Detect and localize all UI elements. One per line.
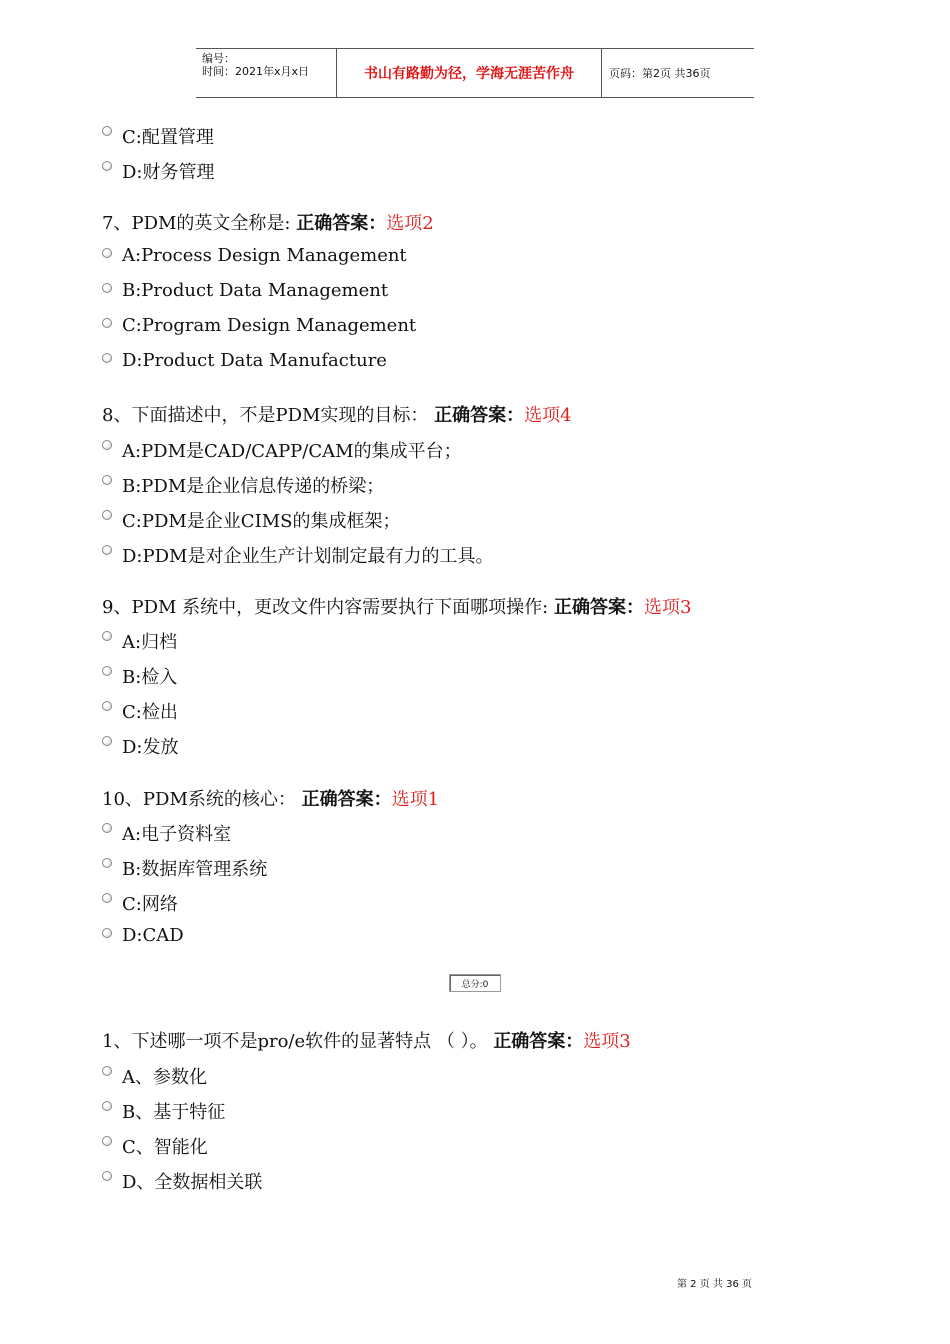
- radio-icon[interactable]: [102, 1171, 112, 1181]
- option-label: B:检入: [122, 667, 178, 688]
- option-label: D:发放: [122, 737, 179, 758]
- question-stem: 1、下述哪一项不是pro/e软件的显著特点 （ ）。: [102, 1031, 488, 1052]
- answer-label: 正确答案：: [301, 789, 392, 810]
- radio-icon[interactable]: [102, 701, 112, 711]
- option-label: D:财务管理: [122, 162, 215, 183]
- time-label: 时间：2021年x月x日: [202, 65, 310, 78]
- question-1-option[interactable]: [102, 1098, 225, 1124]
- question-9-option[interactable]: [102, 663, 177, 689]
- option-label: A、参数化: [122, 1067, 207, 1088]
- question-stem: 9、PDM 系统中，更改文件内容需要执行下面哪项操作:: [102, 597, 549, 618]
- option-label: B:PDM是企业信息传递的桥梁；: [122, 476, 385, 497]
- option-label: B:数据库管理系统: [122, 859, 268, 880]
- question-8-option[interactable]: [102, 542, 493, 568]
- question-8-option[interactable]: [102, 437, 462, 463]
- question-1-option[interactable]: [102, 1168, 262, 1194]
- radio-icon[interactable]: [102, 248, 112, 258]
- option-label: C:Program Design Management: [122, 315, 417, 336]
- radio-icon[interactable]: [102, 1066, 112, 1076]
- option-label: C、智能化: [122, 1137, 208, 1158]
- question-stem: 7、PDM的英文全称是:: [102, 213, 291, 234]
- question-10-option[interactable]: [102, 855, 267, 881]
- answer-label: 正确答案：: [296, 213, 387, 234]
- header-meta: [196, 49, 337, 97]
- radio-icon[interactable]: [102, 736, 112, 746]
- header-page-info: 页码：第2页 共36页: [609, 67, 711, 80]
- question-8-option[interactable]: [102, 472, 384, 498]
- question-7-option[interactable]: [102, 315, 416, 336]
- question-1: [102, 1027, 631, 1053]
- radio-icon[interactable]: [102, 126, 112, 136]
- radio-icon[interactable]: [102, 353, 112, 363]
- answer-value: 选项1: [391, 789, 440, 810]
- radio-icon[interactable]: [102, 545, 112, 555]
- question-1-option[interactable]: [102, 1133, 208, 1159]
- option-d-finance[interactable]: [102, 158, 215, 184]
- question-7-option[interactable]: [102, 280, 388, 301]
- radio-icon[interactable]: [102, 893, 112, 903]
- option-label: A:PDM是CAD/CAPP/CAM的集成平台；: [122, 441, 462, 462]
- radio-icon[interactable]: [102, 283, 112, 293]
- radio-icon[interactable]: [102, 666, 112, 676]
- code-label: 编号：: [202, 52, 235, 65]
- option-label: A:归档: [122, 632, 178, 653]
- option-label: A:Process Design Management: [122, 245, 407, 266]
- option-c-config[interactable]: [102, 123, 214, 149]
- answer-label: 正确答案：: [434, 405, 525, 426]
- question-9-option[interactable]: [102, 733, 179, 759]
- question-stem: 8、下面描述中，不是PDM实现的目标：: [102, 405, 429, 426]
- header-motto: 书山有路勤为径，学海无涯苦作舟: [337, 49, 602, 97]
- option-label: C:PDM是企业CIMS的集成框架；: [122, 511, 401, 532]
- question-8: [102, 401, 572, 427]
- answer-value: 选项4: [524, 405, 572, 426]
- page-footer: 第 2 页 共 36 页: [677, 1279, 752, 1290]
- answer-value: 选项3: [583, 1031, 631, 1052]
- radio-icon[interactable]: [102, 1136, 112, 1146]
- option-label: D:Product Data Manufacture: [122, 350, 387, 371]
- option-label: B:Product Data Management: [122, 280, 389, 301]
- question-10-option[interactable]: [102, 820, 231, 846]
- radio-icon[interactable]: [102, 475, 112, 485]
- question-stem: 10、PDM系统的核心：: [102, 789, 296, 810]
- question-10-option[interactable]: [102, 890, 178, 916]
- option-label: C:网络: [122, 894, 178, 915]
- radio-icon[interactable]: [102, 161, 112, 171]
- question-1-option[interactable]: [102, 1063, 207, 1089]
- question-8-option[interactable]: [102, 507, 400, 533]
- radio-icon[interactable]: [102, 440, 112, 450]
- radio-icon[interactable]: [102, 510, 112, 520]
- answer-value: 选项2: [386, 213, 434, 234]
- question-9: [102, 593, 691, 619]
- question-7: [102, 209, 434, 235]
- radio-icon[interactable]: [102, 928, 112, 938]
- question-9-option[interactable]: [102, 628, 177, 654]
- option-label: B、基于特征: [122, 1102, 226, 1123]
- question-10-option[interactable]: [102, 925, 184, 946]
- question-10: [102, 785, 439, 811]
- option-label: D:CAD: [122, 925, 184, 946]
- answer-value: 选项3: [643, 597, 692, 618]
- page-header: [196, 48, 754, 98]
- question-7-option[interactable]: [102, 245, 407, 266]
- question-9-option[interactable]: [102, 698, 178, 724]
- option-label: D:PDM是对企业生产计划制定最有力的工具。: [122, 546, 494, 567]
- option-label: A:电子资料室: [122, 824, 232, 845]
- score-box: 总分:0: [449, 974, 501, 992]
- option-label: C:配置管理: [122, 127, 214, 148]
- question-7-option[interactable]: [102, 350, 387, 371]
- radio-icon[interactable]: [102, 318, 112, 328]
- radio-icon[interactable]: [102, 1101, 112, 1111]
- radio-icon[interactable]: [102, 631, 112, 641]
- answer-label: 正确答案：: [493, 1031, 584, 1052]
- radio-icon[interactable]: [102, 823, 112, 833]
- radio-icon[interactable]: [102, 858, 112, 868]
- option-label: D、全数据相关联: [122, 1172, 263, 1193]
- option-label: C:检出: [122, 702, 178, 723]
- answer-label: 正确答案：: [553, 597, 644, 618]
